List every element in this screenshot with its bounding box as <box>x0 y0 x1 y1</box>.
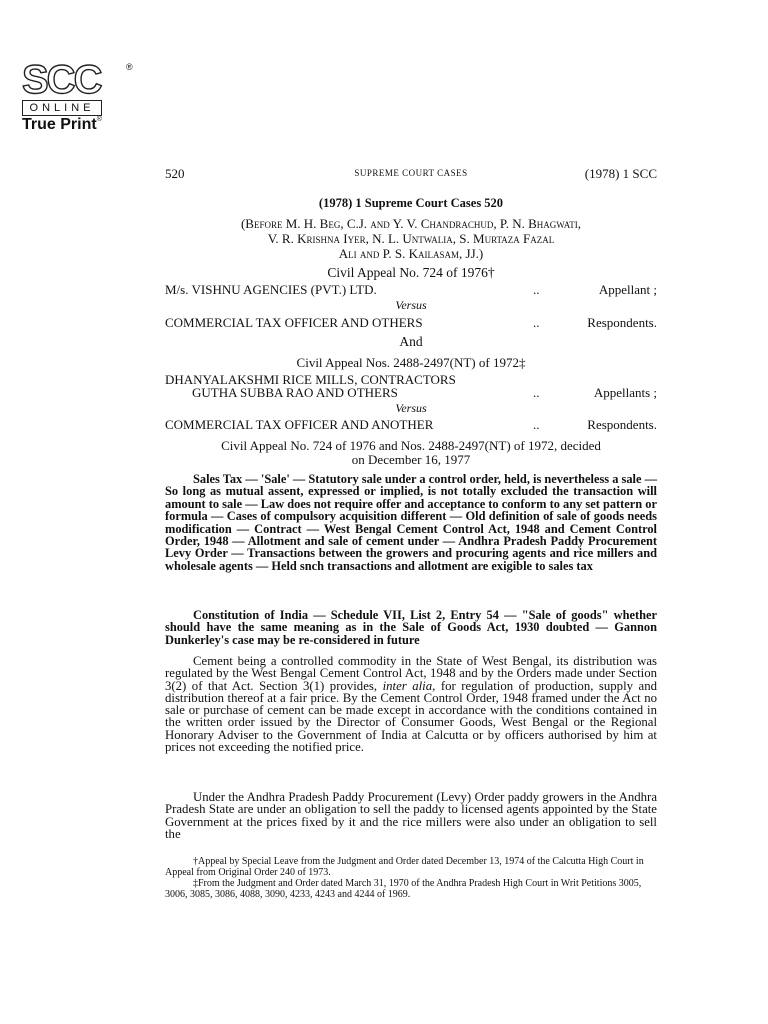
respondent-role-2: Respondents. <box>587 417 657 432</box>
footnotes <box>165 856 657 900</box>
appellant-name-2-line-2: GUTHA SUBBA RAO AND OTHERS <box>192 385 398 400</box>
and-separator: And <box>399 334 423 349</box>
running-title: SUPREME COURT CASES <box>354 168 468 178</box>
decided-line-1: Civil Appeal No. 724 of 1976 and Nos. 2488-2497(NT) of 1972, decided <box>221 438 601 453</box>
appeal-number-2: Civil Appeal Nos. 2488-2497(NT) of 1972‡ <box>296 355 526 370</box>
body-paragraph-1-part-b: , for regulation of production, supply and distribution thereof at a fair price. By the Cement Control Order, 1948 framed under the Act no sale or purchase of cement can be made except in accordance with the conditions contained in the written order issued by the Director of Consumer Goods, West Bengal or the Regional Honorary Adviser to the Government of India at Calcutta or by officers authorised by him at prices not exceeding the notified price. <box>165 678 657 755</box>
party-row-4 <box>165 417 657 433</box>
header-citation: (1978) 1 SCC <box>584 166 657 181</box>
headnote-constitution: Constitution of India — Schedule VII, List 2, Entry 54 — "Sale of goods" whether should have the same meaning as in the Sale of Goods Act, 1930 doubted — Gannon Dunkerley's case may be re-considered in future <box>165 608 657 647</box>
scc-online-logo <box>22 58 133 133</box>
case-title: (1978) 1 Supreme Court Cases 520 <box>318 196 504 210</box>
true-print-text: True Print <box>22 116 97 133</box>
appellant-role-1: Appellant ; <box>598 282 657 297</box>
appellant-name-2-line-1: DHANYALAKSHMI RICE MILLS, CONTRACTORS <box>165 372 456 387</box>
versus-2: Versus <box>395 401 427 415</box>
bench-line-3: Ali and P. S. Kailasam, JJ.) <box>338 246 484 261</box>
versus-1: Versus <box>395 298 427 312</box>
bench-line-1: (Before M. H. Beg, C.J. and Y. V. Chandrachud, P. N. Bhagwati, <box>240 216 582 231</box>
footnote-2: ‡From the Judgment and Order dated March 31, 1970 of the Andhra Pradesh High Court in Writ Petitions 3005, 3006, 3085, 3086, 4088, 3090, 4233, 4243 and 4244 of 1969. <box>165 878 642 900</box>
respondent-name-2: COMMERCIAL TAX OFFICER AND ANOTHER <box>165 417 434 432</box>
bench-line-2: V. R. Krishna Iyer, N. L. Untwalia, S. Murtaza Fazal <box>267 231 555 246</box>
party-row-1 <box>165 282 657 298</box>
leader-dots: .. <box>533 385 540 400</box>
appellant-name-1: M/s. VISHNU AGENCIES (PVT.) LTD. <box>165 282 377 297</box>
leader-dots: .. <box>533 417 540 432</box>
logo-true-print <box>22 116 102 134</box>
body-paragraph-1-part-a: Cement being a controlled commodity in the State of West Bengal, its distribution was regulated by the West Bengal Cement Control Act, 1948 and by the Orders made under Section 3(2) of that Act. Section 3(1) provides, <box>165 654 657 693</box>
body-paragraph-2: Under the Andhra Pradesh Paddy Procurement (Levy) Order paddy growers in the Andhra Pradesh State are under an obligation to sell the paddy to licensed agents appointed by the State Government at the prices fixed by it and the rice millers were also under an obligation to sell the <box>165 790 657 841</box>
respondent-role-1: Respondents. <box>587 315 657 330</box>
logo-scc-text: SCC <box>22 58 101 102</box>
leader-dots: .. <box>533 315 540 330</box>
logo-online-text: ONLINE <box>22 100 102 116</box>
page-number: 520 <box>165 166 185 181</box>
appellant-role-2: Appellants ; <box>593 385 657 400</box>
body-paragraph-1 <box>165 655 657 753</box>
headnote-sales-tax: Sales Tax — 'Sale' — Statutory sale under a control order, held, is nevertheless a sale — So long as mutual assent, expressed or implied, is not totally excluded the transaction will amount to sale — Law does not require offer and acceptance to conform to any set pattern or formula — Cases of compulsory acquisition different — Old definition of sale of goods needs modification — Contract — West Bengal Cement Control Act, 1948 and Cement Control Order, 1948 — Allotment and sale of cement under — Andhra Pradesh Paddy Procurement Levy Order — Transactions between the growers and procuring agents and rice millers and wholesale agents — Held snch transactions and allotment are exigible to sales tax <box>165 472 657 573</box>
party-row-2 <box>165 315 657 331</box>
decided-line-2: on December 16, 1977 <box>351 452 471 467</box>
inter-alia-italic: inter alia <box>382 678 433 693</box>
leader-dots: .. <box>533 282 540 297</box>
footnote-1: †Appeal by Special Leave from the Judgment and Order dated December 13, 1974 of the Calcutta High Court in Appeal from Original Order 240 of 1973. <box>165 856 644 878</box>
appeal-number-1: Civil Appeal No. 724 of 1976† <box>327 265 495 280</box>
logo-registered-mark: ® <box>126 62 133 72</box>
true-print-tm: ® <box>96 116 102 123</box>
party-row-3b <box>165 385 657 401</box>
respondent-name-1: COMMERCIAL TAX OFFICER AND OTHERS <box>165 315 423 330</box>
